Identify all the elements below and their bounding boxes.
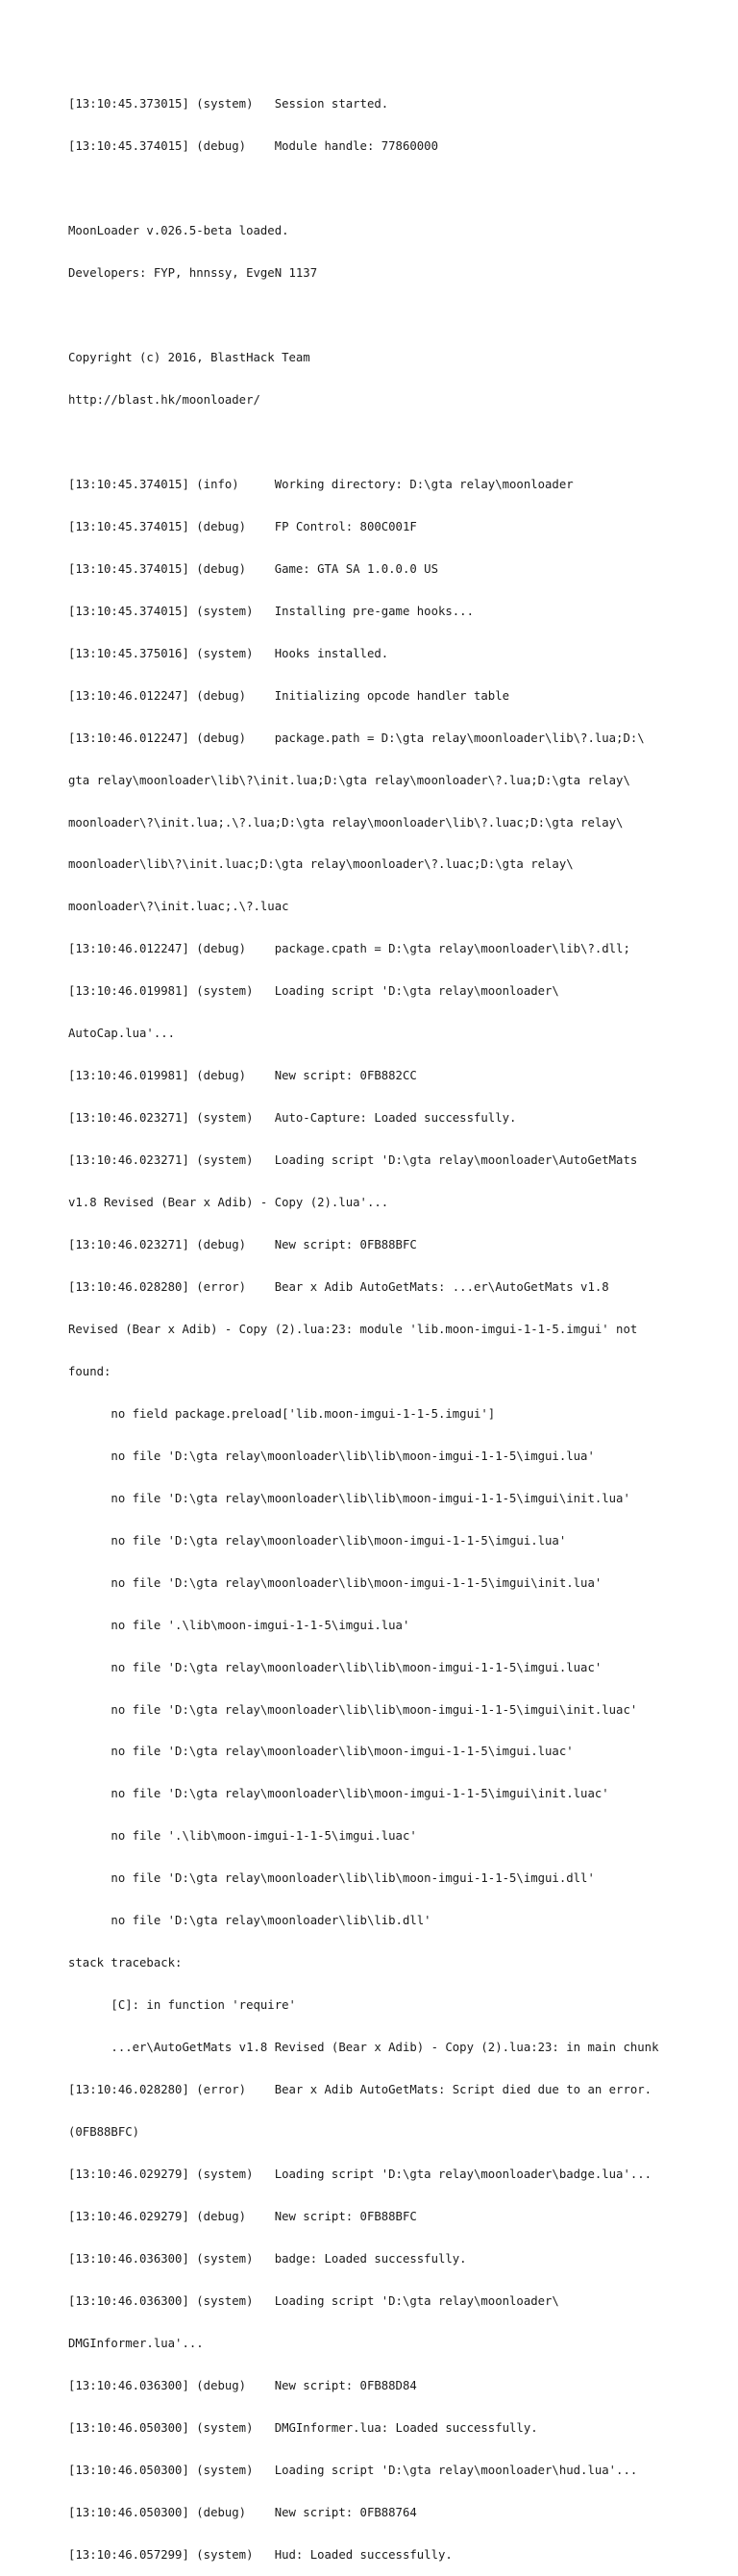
log-line: [13:10:45.374015] (info) Working directory: D:\gta relay\moonloader bbox=[68, 477, 574, 491]
project-url: http://blast.hk/moonloader/ bbox=[68, 392, 260, 407]
error-detail-line: no file 'D:\gta relay\moonloader\lib\lib\moon-imgui-1-1-5\imgui.dll' bbox=[68, 1871, 595, 1886]
log-line-continuation: moonloader\?\init.luac;.\?.luac bbox=[68, 900, 289, 914]
log-line: [13:10:46.036300] (system) badge: Loaded successfully. bbox=[68, 2251, 467, 2266]
log-line: [13:10:46.050300] (system) DMGInformer.lua: Loaded successfully. bbox=[68, 2420, 538, 2435]
log-line: [13:10:46.029279] (debug) New script: 0FB88BFC bbox=[68, 2209, 417, 2223]
error-line: [13:10:46.028280] (error) Bear x Adib AutoGetMats: ...er\AutoGetMats v1.8 bbox=[68, 1280, 609, 1294]
error-detail-line: no file 'D:\gta relay\moonloader\lib\lib.dll' bbox=[68, 1914, 431, 1928]
error-detail-line: no file '.\lib\moon-imgui-1-1-5\imgui.lua' bbox=[68, 1618, 410, 1632]
error-detail-line: no file 'D:\gta relay\moonloader\lib\moon-imgui-1-1-5\imgui.luac' bbox=[68, 1745, 574, 1759]
log-line-continuation: moonloader\?\init.lua;.\?.lua;D:\gta relay\moonloader\lib\?.luac;D:\gta relay\ bbox=[68, 815, 624, 830]
log-line: [13:10:45.374015] (debug) Game: GTA SA 1.0.0.0 US bbox=[68, 561, 438, 576]
moonloader-version: MoonLoader v.026.5-beta loaded. bbox=[68, 224, 289, 238]
log-line: [13:10:45.373015] (system) Session started. bbox=[68, 97, 389, 111]
developers-credit: Developers: FYP, hnnssy, EvgeN 1137 bbox=[68, 266, 318, 281]
stack-traceback-line: ...er\AutoGetMats v1.8 Revised (Bear x Adib) - Copy (2).lua:23: in main chunk bbox=[68, 2041, 659, 2055]
copyright-notice: Copyright (c) 2016, BlastHack Team bbox=[68, 351, 310, 365]
error-detail-line: no file 'D:\gta relay\moonloader\lib\lib\moon-imgui-1-1-5\imgui\init.luac' bbox=[68, 1702, 638, 1717]
log-line: [13:10:46.012247] (debug) Initializing opcode handler table bbox=[68, 688, 510, 703]
log-line: [13:10:45.375016] (system) Hooks installed. bbox=[68, 646, 389, 660]
log-line-continuation: moonloader\lib\?\init.luac;D:\gta relay\moonloader\?.luac;D:\gta relay\ bbox=[68, 857, 574, 872]
log-line: [13:10:46.036300] (system) Loading script 'D:\gta relay\moonloader\ bbox=[68, 2293, 559, 2308]
log-line: [13:10:46.019981] (debug) New script: 0FB882CC bbox=[68, 1069, 417, 1083]
log-line: [13:10:46.057299] (system) Hud: Loaded successfully. bbox=[68, 2547, 453, 2562]
error-detail-line: no file 'D:\gta relay\moonloader\lib\moon-imgui-1-1-5\imgui.lua' bbox=[68, 1533, 567, 1548]
log-line: [13:10:46.023271] (system) Auto-Capture: Loaded successfully. bbox=[68, 1111, 517, 1126]
blank-line bbox=[68, 182, 683, 196]
error-detail-line: no file 'D:\gta relay\moonloader\lib\lib\moon-imgui-1-1-5\imgui.luac' bbox=[68, 1660, 603, 1674]
error-detail-line: no file '.\lib\moon-imgui-1-1-5\imgui.luac' bbox=[68, 1829, 417, 1844]
error-detail-line: no file 'D:\gta relay\moonloader\lib\moon-imgui-1-1-5\imgui\init.luac' bbox=[68, 1787, 609, 1801]
log-line: [13:10:46.023271] (debug) New script: 0FB88BFC bbox=[68, 1238, 417, 1252]
error-detail-line: no field package.preload['lib.moon-imgui-1-1-5.imgui'] bbox=[68, 1406, 496, 1421]
log-line-continuation: DMGInformer.lua'... bbox=[68, 2336, 204, 2350]
error-detail-line: no file 'D:\gta relay\moonloader\lib\lib\moon-imgui-1-1-5\imgui\init.lua' bbox=[68, 1491, 630, 1505]
error-line: [13:10:46.028280] (error) Bear x Adib AutoGetMats: Script died due to an error. bbox=[68, 2083, 652, 2097]
log-line: [13:10:46.029279] (system) Loading script 'D:\gta relay\moonloader\badge.lua'... bbox=[68, 2167, 652, 2182]
log-line: [13:10:46.012247] (debug) package.cpath = D:\gta relay\moonloader\lib\?.dll; bbox=[68, 942, 630, 956]
log-line: [13:10:46.023271] (system) Loading script 'D:\gta relay\moonloader\AutoGetMats bbox=[68, 1153, 638, 1168]
log-line: [13:10:46.050300] (system) Loading script 'D:\gta relay\moonloader\hud.lua'... bbox=[68, 2463, 638, 2477]
log-line: [13:10:45.374015] (system) Installing pre-game hooks... bbox=[68, 604, 474, 618]
error-line-continuation: (0FB88BFC) bbox=[68, 2125, 140, 2140]
log-line: [13:10:45.374015] (debug) FP Control: 800C001F bbox=[68, 519, 417, 533]
log-line: [13:10:46.012247] (debug) package.path = D:\gta relay\moonloader\lib\?.lua;D:\ bbox=[68, 731, 645, 745]
stack-traceback-header: stack traceback: bbox=[68, 1956, 183, 1970]
error-line-continuation: found: bbox=[68, 1364, 111, 1378]
blank-line bbox=[68, 435, 683, 450]
log-document bbox=[68, 69, 683, 2576]
log-line: [13:10:45.374015] (debug) Module handle: 77860000 bbox=[68, 139, 438, 154]
blank-line bbox=[68, 309, 683, 323]
log-line-continuation: v1.8 Revised (Bear x Adib) - Copy (2).lua'... bbox=[68, 1196, 389, 1210]
error-line-continuation: Revised (Bear x Adib) - Copy (2).lua:23: module 'lib.moon-imgui-1-1-5.imgui' not bbox=[68, 1322, 638, 1336]
log-line-continuation: AutoCap.lua'... bbox=[68, 1027, 176, 1041]
log-line: [13:10:46.050300] (debug) New script: 0FB88764 bbox=[68, 2505, 417, 2519]
log-line: [13:10:46.019981] (system) Loading script 'D:\gta relay\moonloader\ bbox=[68, 984, 559, 999]
log-line-continuation: gta relay\moonloader\lib\?\init.lua;D:\gta relay\moonloader\?.lua;D:\gta relay\ bbox=[68, 773, 630, 787]
log-line: [13:10:46.036300] (debug) New script: 0FB88D84 bbox=[68, 2378, 417, 2392]
error-detail-line: no file 'D:\gta relay\moonloader\lib\lib\moon-imgui-1-1-5\imgui.lua' bbox=[68, 1449, 595, 1463]
error-detail-line: no file 'D:\gta relay\moonloader\lib\moon-imgui-1-1-5\imgui\init.lua' bbox=[68, 1575, 603, 1590]
stack-traceback-line: [C]: in function 'require' bbox=[68, 1998, 296, 2013]
